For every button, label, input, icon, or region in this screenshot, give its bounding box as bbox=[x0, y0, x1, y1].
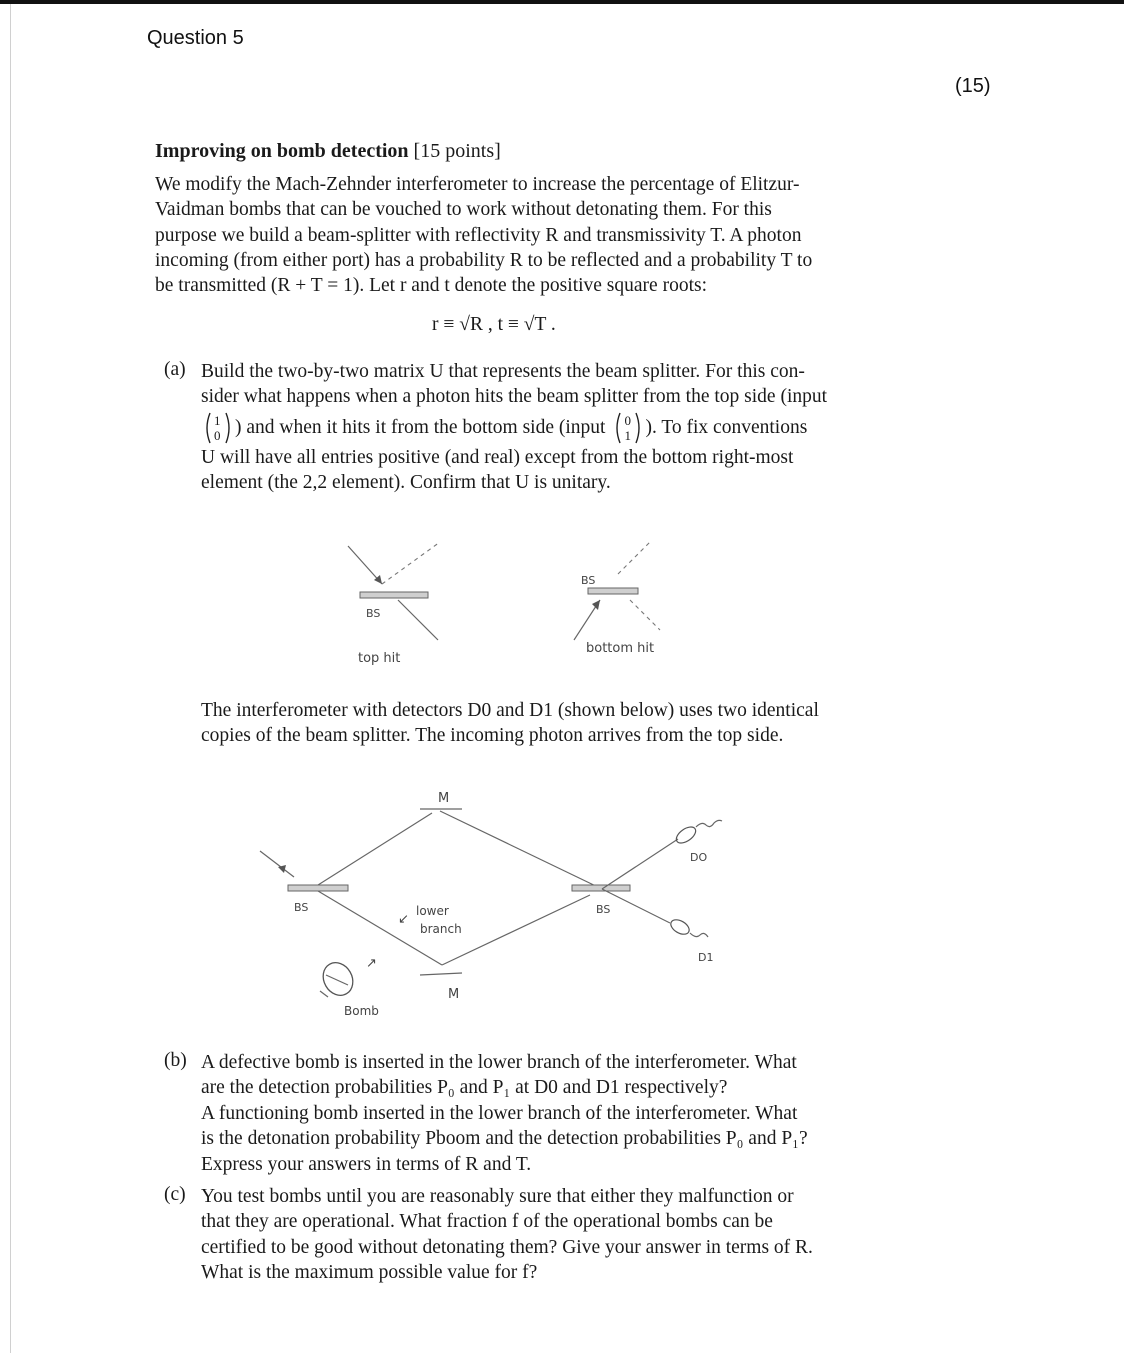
part-c-line: certified to be good without detonating them? Give your answer in terms of R. bbox=[201, 1236, 813, 1258]
part-a-line-vectors bbox=[201, 411, 910, 445]
part-c-line: that they are operational. What fraction f of the operational bombs can be bbox=[201, 1211, 773, 1233]
right-bs-label: BS bbox=[596, 903, 611, 916]
problem-intro bbox=[155, 172, 910, 298]
interferometer-description bbox=[201, 698, 910, 749]
vector-top-entry: 1 bbox=[214, 412, 221, 428]
top-hit-label: top hit bbox=[358, 651, 401, 666]
part-c-line: What is the maximum possible value for f? bbox=[201, 1262, 538, 1284]
left-bs-label: BS bbox=[294, 901, 309, 914]
part-a-line: ) and when it hits it from the bottom side (input bbox=[235, 417, 606, 439]
intro-line: be transmitted (R + T = 1). Let r and t denote the positive square roots: bbox=[155, 275, 707, 297]
part-b-line: A functioning bomb inserted in the lower branch of the interferometer. What bbox=[201, 1102, 798, 1124]
root-equation: r ≡ √R , t ≡ √T . bbox=[432, 314, 556, 335]
desc-line: copies of the beam splitter. The incoming photon arrives from the top side. bbox=[201, 725, 784, 747]
bottom-hit-label: bottom hit bbox=[586, 641, 655, 656]
part-b-label: (b) bbox=[164, 1050, 187, 1071]
problem-title-points: [15 points] bbox=[413, 140, 501, 162]
problem-title-bold: Improving on bomb detection bbox=[155, 140, 409, 162]
part-a-line: sider what happens when a photon hits the beam splitter from the top side (input bbox=[201, 386, 828, 408]
top-border bbox=[0, 0, 1124, 4]
top-mirror-label: M bbox=[438, 791, 450, 806]
lower-branch-label: lower bbox=[416, 904, 449, 918]
lower-branch-arrow: ↙ bbox=[398, 912, 409, 927]
vector-top-entry: 0 bbox=[214, 427, 221, 443]
intro-line: We modify the Mach-Zehnder interferometer to increase the percentage of Elitzur- bbox=[155, 174, 800, 195]
part-b-line: are the detection probabilities P₀ and P₁ at D0 and D1 respectively? bbox=[201, 1077, 728, 1099]
part-b-line: Express your answers in terms of R and T. bbox=[201, 1153, 532, 1175]
desc-line: The interferometer with detectors D0 and D1 (shown below) uses two identical bbox=[201, 700, 819, 721]
part-a-line: element (the 2,2 element). Confirm that U is unitary. bbox=[201, 472, 611, 494]
bs-label: BS bbox=[581, 574, 596, 587]
problem-title bbox=[155, 140, 501, 163]
left-beam-splitter bbox=[288, 885, 348, 891]
bottom-mirror-label: M bbox=[448, 987, 460, 1002]
bottom-hit-diagram bbox=[574, 542, 660, 656]
part-b-text bbox=[201, 1050, 910, 1177]
beam-splitter-icon bbox=[360, 592, 428, 598]
part-b-line: A defective bomb is inserted in the lower branch of the interferometer. What bbox=[201, 1052, 797, 1073]
part-a-line: ). To fix conventions bbox=[645, 417, 808, 439]
vector-top-input bbox=[203, 411, 233, 445]
right-beam-splitter bbox=[572, 885, 630, 891]
part-a-text bbox=[201, 359, 910, 496]
vector-bottom-input bbox=[613, 411, 643, 445]
interferometer-sketch bbox=[250, 785, 750, 1020]
intro-line: purpose we build a beam-splitter with reflectivity R and transmissivity T. A photon bbox=[155, 224, 802, 246]
beam-splitter-icon bbox=[588, 588, 638, 594]
bomb-arrow: ↗ bbox=[366, 956, 377, 971]
d1-label: D1 bbox=[698, 951, 714, 964]
part-a-line: Build the two-by-two matrix U that represents the beam splitter. For this con- bbox=[201, 361, 805, 382]
beam-splitter-sketch bbox=[330, 530, 690, 675]
detector-d0-icon bbox=[674, 824, 699, 846]
part-c-text bbox=[201, 1184, 910, 1286]
part-c-label: (c) bbox=[164, 1184, 186, 1205]
bottom-mirror bbox=[420, 973, 462, 975]
top-hit-diagram bbox=[348, 542, 440, 666]
part-c-line: You test bombs until you are reasonably sure that either they malfunction or bbox=[201, 1186, 794, 1207]
d0-label: DO bbox=[690, 851, 708, 864]
bs-label: BS bbox=[366, 607, 381, 620]
lower-branch-label: branch bbox=[420, 922, 462, 936]
bomb-label: Bomb bbox=[344, 1004, 379, 1018]
intro-line: incoming (from either port) has a probability R to be reflected and a probability T to bbox=[155, 249, 813, 271]
vector-bottom-entry: 1 bbox=[624, 427, 631, 443]
vector-bottom-entry: 0 bbox=[624, 412, 631, 428]
part-a-line: U will have all entries positive (and real) except from the bottom right-most bbox=[201, 446, 794, 468]
part-b-line: is the detonation probability Pboom and the detection probabilities P₀ and P₁? bbox=[201, 1128, 808, 1150]
question-points: (15) bbox=[955, 75, 991, 97]
question-header: Question 5 bbox=[147, 27, 244, 49]
left-margin-rule bbox=[10, 4, 11, 1353]
detector-d1-icon bbox=[668, 917, 691, 937]
intro-line: Vaidman bombs that can be vouched to work without detonating them. For this bbox=[155, 199, 772, 221]
part-a-label: (a) bbox=[164, 359, 186, 380]
